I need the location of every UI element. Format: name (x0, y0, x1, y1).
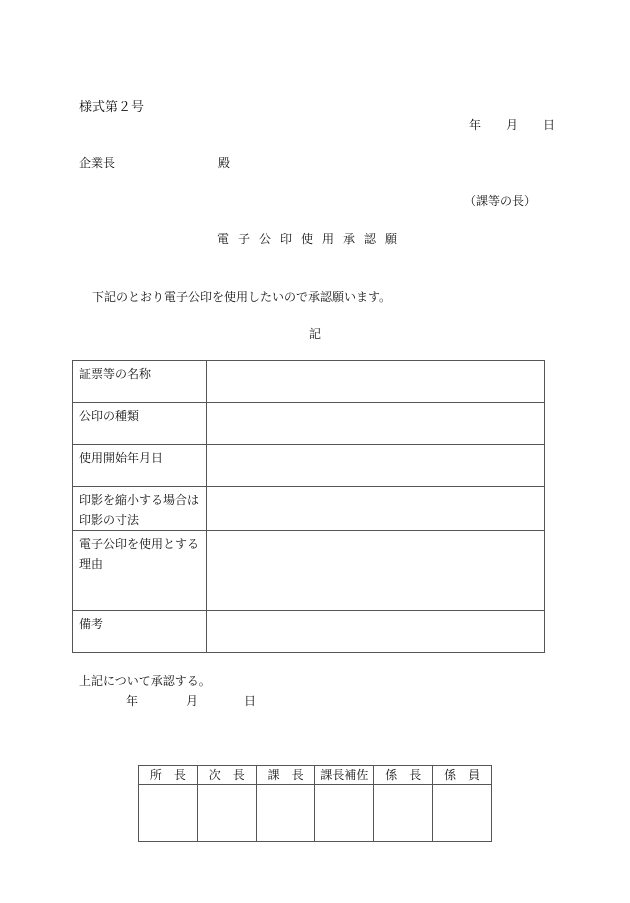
table-row (73, 487, 545, 531)
addressee: 企業長 (79, 156, 116, 170)
row-label-reduced-size-line1: 印影を縮小する場合は (79, 493, 200, 507)
row-label-start-date: 使用開始年月日 (73, 445, 207, 487)
row-label-reason-line1: 電子公印を使用とする (79, 537, 200, 551)
row-label-seal-type: 公印の種類 (73, 403, 207, 445)
stamp-header-staff: 係 員 (433, 766, 492, 785)
table-row (73, 445, 545, 487)
stamp-header-director: 所 長 (139, 766, 198, 785)
approval-year-label: 年 (126, 694, 139, 708)
stamp-box-assistant-chief[interactable] (315, 785, 374, 842)
stamp-box-staff[interactable] (433, 785, 492, 842)
row-value-seal-type[interactable] (207, 403, 545, 445)
date-line-bottom (126, 692, 256, 709)
honorific: 殿 (218, 156, 231, 170)
row-value-start-date[interactable] (207, 445, 545, 487)
date-month-label: 月 (506, 118, 519, 132)
row-label-remarks: 備考 (73, 611, 207, 653)
date-line-top (469, 116, 555, 133)
date-day-label: 日 (543, 118, 556, 132)
applicant-title: （課等の長） (464, 194, 537, 208)
approval-statement: 上記について承認する。 (79, 674, 211, 688)
stamp-header-row (139, 766, 492, 785)
row-label-reduced-size (73, 487, 207, 531)
approval-month-label: 月 (186, 694, 199, 708)
row-label-reason-line2: 理由 (79, 557, 104, 571)
form-number: 様式第２号 (79, 100, 145, 115)
stamp-header-subsection-chief: 係 長 (374, 766, 433, 785)
row-value-reduced-size[interactable] (207, 487, 545, 531)
table-row (73, 611, 545, 653)
table-row (73, 403, 545, 445)
stamp-header-deputy-director: 次 長 (197, 766, 256, 785)
stamp-box-director[interactable] (139, 785, 198, 842)
stamp-box-deputy-director[interactable] (197, 785, 256, 842)
row-value-remarks[interactable] (207, 611, 545, 653)
row-label-reason (73, 531, 207, 611)
stamp-header-section-chief: 課 長 (256, 766, 315, 785)
row-value-reason[interactable] (207, 531, 545, 611)
row-label-certificate-name: 証票等の名称 (73, 361, 207, 403)
stamp-box-section-chief[interactable] (256, 785, 315, 842)
document-title: 電子公印使用承認願 (217, 232, 407, 246)
stamp-box-subsection-chief[interactable] (374, 785, 433, 842)
stamp-box-row (139, 785, 492, 842)
row-label-reduced-size-line2: 印影の寸法 (79, 513, 140, 527)
stamp-header-assistant-chief: 課長補佐 (315, 766, 374, 785)
request-statement: 下記のとおり電子公印を使用したいので承認願います。 (92, 290, 392, 304)
date-year-label: 年 (469, 118, 482, 132)
table-row (73, 531, 545, 611)
application-table (72, 360, 545, 653)
table-row (73, 361, 545, 403)
approval-stamp-table (138, 765, 492, 842)
approval-day-label: 日 (244, 694, 257, 708)
row-value-certificate-name[interactable] (207, 361, 545, 403)
ki-heading: 記 (309, 327, 322, 341)
